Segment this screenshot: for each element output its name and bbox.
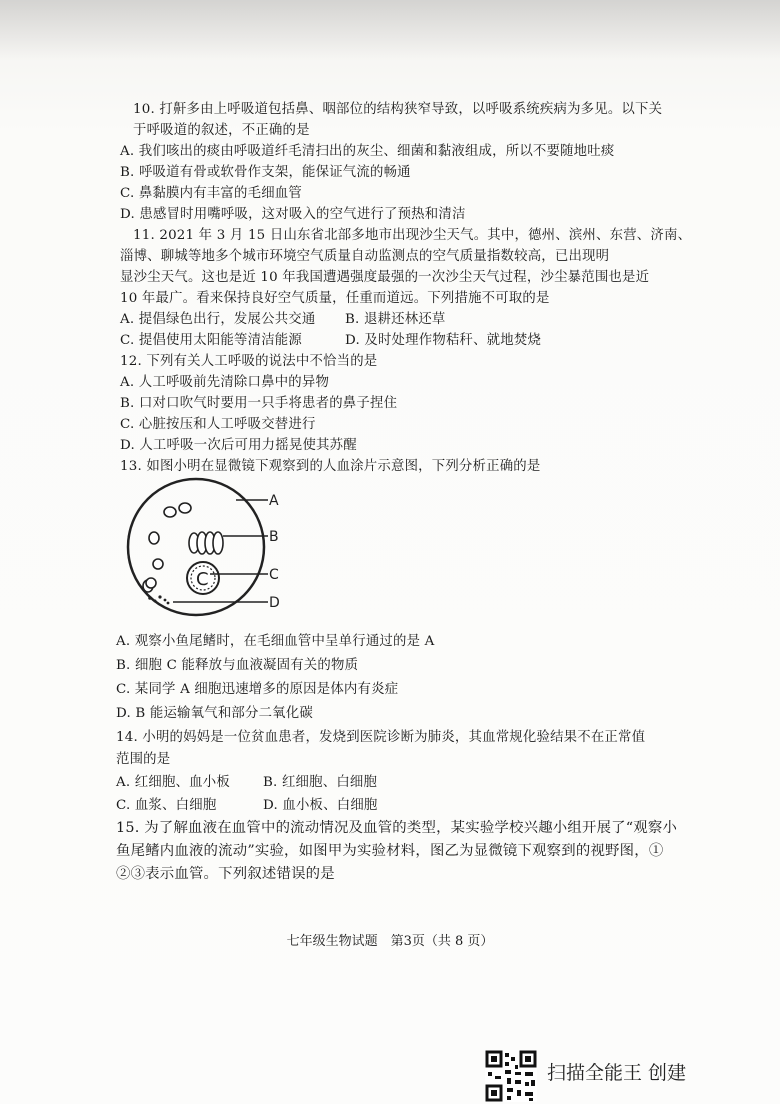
q12-option-a: A. 人工呼吸前先清除口鼻中的异物 (120, 375, 330, 390)
q13-option-c: C. 某同学 A 细胞迅速增多的原因是体内有炎症 (116, 682, 399, 697)
q10-stem-line2: 于呼吸道的叙述，不正确的是 (133, 123, 310, 138)
q13-stem: 13. 如图小明在显微镜下观察到的人血涂片示意图，下列分析正确的是 (120, 459, 541, 474)
scan-shadow (0, 0, 780, 60)
q11-option-c: C. 提倡使用太阳能等清洁能源 (120, 333, 302, 348)
q13-option-d: D. B 能运输氧气和部分二氧化碳 (116, 706, 313, 721)
qr-code-icon (485, 1050, 537, 1102)
page-footer: 七年级生物试题 第3页（共 8 页） (286, 934, 494, 949)
q12-option-c: C. 心脏按压和人工呼吸交替进行 (120, 417, 316, 432)
q14-option-d: D. 血小板、白细胞 (263, 798, 378, 813)
q11-stem-line3: 显沙尘天气。这也是近 10 年我国遭遇强度最强的一次沙尘天气过程，沙尘暴范围也是近 (120, 270, 650, 285)
cell-c-label: C (196, 569, 209, 590)
q11-stem-line4: 10 年最广。看来保持良好空气质量，任重而道远。下列措施不可取的是 (120, 291, 550, 306)
label-d: D (269, 595, 280, 611)
q15-stem-line1: 15. 为了解血液在血管中的流动情况及血管的类型，某实验学校兴趣小组开展了“观察小 (116, 820, 678, 836)
q14-option-b: B. 红细胞、白细胞 (263, 775, 378, 790)
q11-stem-line1: 11. 2021 年 3 月 15 日山东省北部多地市出现沙尘天气。其中，德州、滨州、东营、济南、 (133, 228, 692, 243)
label-a: A (269, 493, 279, 509)
q14-option-a: A. 红细胞、血小板 (116, 775, 230, 790)
q10-option-a: A. 我们咳出的痰由呼吸道纤毛清扫出的灰尘、细菌和黏液组成，所以不要随地吐痰 (120, 144, 615, 159)
label-c: C (269, 567, 279, 583)
q11-option-b: B. 退耕还林还草 (345, 312, 446, 327)
q12-stem: 12. 下列有关人工呼吸的说法中不恰当的是 (120, 354, 378, 369)
q15-stem-line2: 鱼尾鳍内血液的流动”实验，如图甲为实验材料，图乙为显微镜下观察到的视野图，① (116, 843, 664, 859)
q12-option-b: B. 口对口吹气时要用一只手将患者的鼻子捏住 (120, 396, 398, 411)
q11-option-a: A. 提倡绿色出行，发展公共交通 (120, 312, 316, 327)
q14-option-c: C. 血浆、白细胞 (116, 798, 217, 813)
label-b: B (269, 529, 279, 545)
q10-option-b: B. 呼吸道有骨或软骨作支架，能保证气流的畅通 (120, 165, 411, 180)
q10-option-d: D. 患感冒时用嘴呼吸，这对吸入的空气进行了预热和清洁 (120, 207, 466, 222)
q14-stem-line2: 范围的是 (116, 752, 171, 767)
q10-stem-line1: 10. 打鼾多由上呼吸道包括鼻、咽部位的结构狭窄导致，以呼吸系统疾病为多见。以下关 (133, 102, 663, 117)
blood-smear-diagram (118, 470, 298, 620)
q13-option-a: A. 观察小鱼尾鳍时，在毛细血管中呈单行通过的是 A (116, 634, 435, 649)
q15-stem-line3: ②③表示血管。下列叙述错误的是 (116, 866, 335, 882)
q10-option-c: C. 鼻黏膜内有丰富的毛细血管 (120, 186, 302, 201)
q14-stem-line1: 14. 小明的妈妈是一位贫血患者，发烧到医院诊断为肺炎，其血常规化验结果不在正常值 (116, 730, 646, 745)
q11-stem-line2: 淄博、聊城等地多个城市环境空气质量自动监测点的空气质量指数较高，已出现明 (120, 249, 610, 264)
q13-option-b: B. 细胞 C 能释放与血液凝固有关的物质 (116, 658, 359, 673)
q11-option-d: D. 及时处理作物秸秆、就地焚烧 (345, 333, 542, 348)
scanner-watermark: 扫描全能王 创建 (547, 1062, 687, 1084)
q12-option-d: D. 人工呼吸一次后可用力摇晃使其苏醒 (120, 438, 357, 453)
